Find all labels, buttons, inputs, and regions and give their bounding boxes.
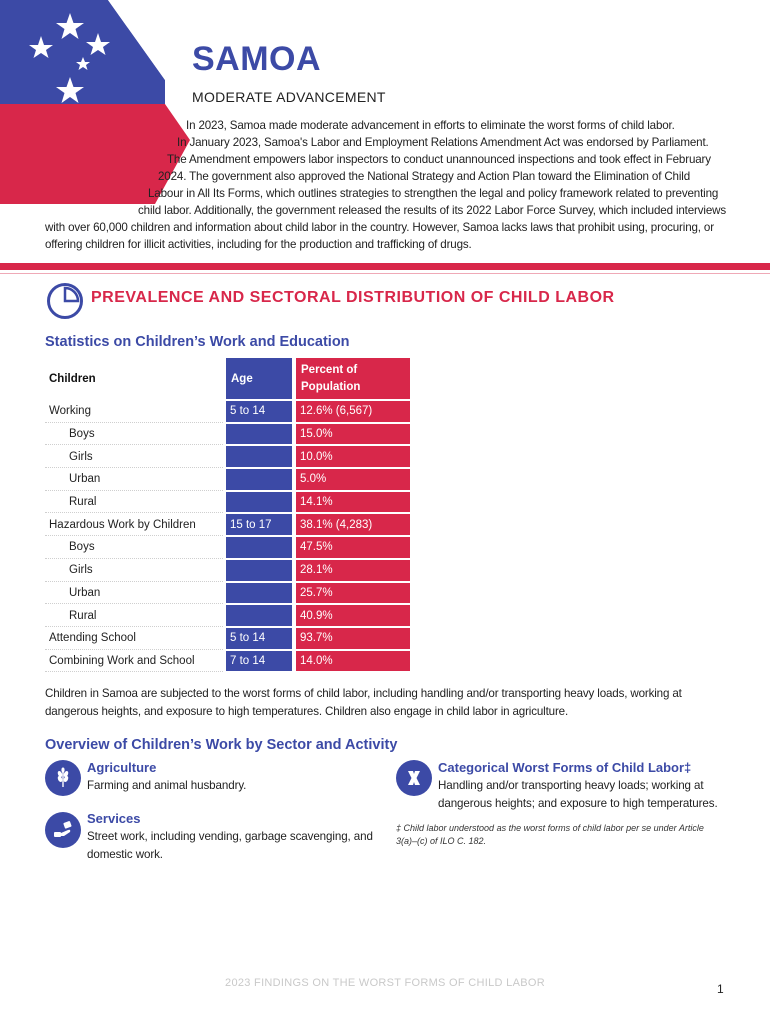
table-row [45,514,410,537]
x-icon [396,760,432,796]
table-row [45,605,410,628]
footer-title: 2023 FINDINGS ON THE WORST FORMS OF CHILD LABOR [225,977,545,989]
intro-line: The Amendment empowers labor inspectors to conduct unannounced inspections and took effect in February [167,153,711,166]
row-age: 15 to 17 [226,514,292,536]
row-age [226,560,292,582]
intro-line: In 2023, Samoa made moderate advancement in efforts to eliminate the worst forms of child labor. [186,119,675,132]
intro-line: with over 60,000 children and information about child labor in the country. However, Samoa lacks laws that prohibit using, procuring, or [45,221,714,234]
row-label: Attending School [45,628,223,650]
row-percent: 28.1% [296,560,410,582]
row-age [226,583,292,605]
row-age: 7 to 14 [226,651,292,673]
table-row [45,401,410,424]
sector-title-categorical: Categorical Worst Forms of Child Labor‡ [438,760,692,775]
column-header-percent [296,358,410,399]
table-row [45,424,410,447]
overview-heading: Overview of Children’s Work by Sector and Activity [45,737,398,753]
intro-line: Labour in All Its Forms, which outlines strategies to strengthen the legal and policy framework related to preventing [148,187,719,200]
section-divider-thin [0,273,770,274]
row-label: Urban [45,583,223,605]
stats-heading: Statistics on Children’s Work and Education [45,334,350,350]
row-label: Combining Work and School [45,651,223,673]
row-percent: 38.1% (4,283) [296,514,410,536]
row-label: Girls [45,446,223,468]
intro-line: offering children for illicit activities, including for the production and trafficking of drugs. [45,238,472,251]
intro-line: 2024. The government also approved the National Strategy and Action Plan toward the Elimination of Child [158,170,691,183]
country-title: SAMOA [192,40,322,78]
table-row [45,537,410,560]
column-header-percent-line2: Population [301,380,361,393]
row-label: Urban [45,469,223,491]
worst-forms-line: dangerous heights, and exposure to high temperatures. Children also engage in child labor in agriculture. [45,705,569,718]
row-age [226,424,292,446]
advancement-level: MODERATE ADVANCEMENT [192,89,386,105]
table-row [45,469,410,492]
row-label: Hazardous Work by Children [45,514,223,536]
wheat-icon [45,760,81,796]
row-percent: 14.0% [296,651,410,673]
table-row [45,651,410,674]
footnote-line: 3(a)–(c) of ILO C. 182. [396,836,487,846]
statistics-table [45,358,410,673]
table-row [45,628,410,651]
row-percent: 15.0% [296,424,410,446]
sector-title-agriculture: Agriculture [87,760,157,775]
row-percent: 47.5% [296,537,410,559]
row-percent: 25.7% [296,583,410,605]
row-label: Rural [45,492,223,514]
table-row [45,492,410,515]
column-header-age: Age [226,358,292,399]
row-age: 5 to 14 [226,401,292,423]
table-header-row [45,358,410,399]
intro-line: In January 2023, Samoa's Labor and Employment Relations Amendment Act was endorsed by Parliament. [177,136,709,149]
row-percent: 93.7% [296,628,410,650]
row-label: Working [45,401,223,423]
sector-desc-categorical-line: dangerous heights; and exposure to high temperatures. [438,797,718,810]
sector-desc-agriculture: Farming and animal husbandry. [87,779,247,792]
worst-forms-line: Children in Samoa are subjected to the worst forms of child labor, including handling and/or transporting heavy loads, working at [45,687,682,700]
sector-desc-categorical-line: Handling and/or transporting heavy loads; working at [438,779,704,792]
pie-chart-icon [46,282,84,320]
table-body [45,401,410,673]
services-hand-icon [45,812,81,848]
row-label: Rural [45,605,223,627]
sector-desc-services-line: Street work, including vending, garbage scavenging, and [87,830,373,843]
column-header-children: Children [49,372,96,385]
row-label: Boys [45,424,223,446]
sector-desc-services-line: domestic work. [87,848,163,861]
row-label: Girls [45,560,223,582]
table-row [45,560,410,583]
row-percent: 40.9% [296,605,410,627]
column-header-percent-line1: Percent of [301,363,358,376]
section-divider [0,263,770,270]
row-label: Boys [45,537,223,559]
row-percent: 14.1% [296,492,410,514]
sector-title-services: Services [87,811,141,826]
row-age [226,492,292,514]
table-row [45,446,410,469]
intro-line: child labor. Additionally, the government released the results of its 2022 Labor Force Survey, which included interviews [138,204,726,217]
footnote-line: ‡ Child labor understood as the worst forms of child labor per se under Article [396,823,704,833]
row-age [226,605,292,627]
row-age [226,537,292,559]
row-age [226,446,292,468]
section-heading: PREVALENCE AND SECTORAL DISTRIBUTION OF CHILD LABOR [91,289,615,306]
row-percent: 10.0% [296,446,410,468]
row-percent: 5.0% [296,469,410,491]
table-row [45,583,410,606]
row-percent: 12.6% (6,567) [296,401,410,423]
page-number: 1 [717,982,724,996]
row-age [226,469,292,491]
row-age: 5 to 14 [226,628,292,650]
